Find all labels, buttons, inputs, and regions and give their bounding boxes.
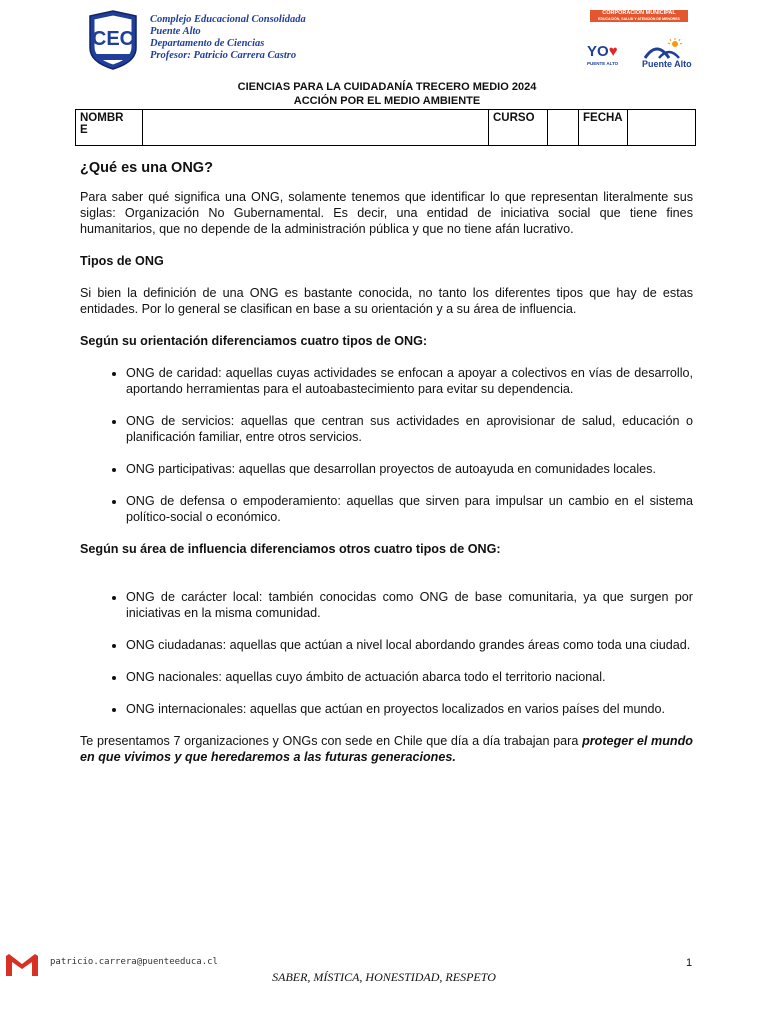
title-line-1: CIENCIAS PARA LA CUIDADANÍA TRECERO MEDIO 2024: [237, 81, 537, 93]
influence-list: [80, 589, 693, 717]
orientation-heading: Según su orientación diferenciamos cuatro tipos de ONG:: [80, 334, 428, 348]
corporation-label: CORPORACIÓN MUNICIPAL: [602, 10, 676, 16]
closing-paragraph: [80, 733, 693, 765]
orientation-list: [80, 365, 693, 525]
yo-sub: PUENTE ALTO: [587, 61, 619, 66]
school-city: Puente Alto: [150, 26, 201, 37]
student-info-table: [75, 109, 696, 146]
school-name: Complejo Educacional Consolidada: [150, 14, 306, 25]
heart-icon: ♥: [608, 43, 618, 60]
contact-email[interactable]: patricio.carrera@puenteeduca.cl: [50, 957, 218, 967]
name-label-part-1: NOMBR: [80, 112, 124, 124]
document-title: [82, 80, 692, 108]
puente-alto-text: Puente Alto: [642, 59, 692, 69]
types-heading: Tipos de ONG: [80, 254, 164, 268]
yo-text: YO: [587, 43, 609, 60]
corporation-banner: [590, 10, 688, 22]
intro-paragraph: Para saber qué significa una ONG, solamente tenemos que identificar lo que representan literalmente sus siglas: Organización No Gubernamental. Es decir, una entidad de iniciativa social que tiene fines humanitarios, que no depende de la administración pública y que no tiene afán lucrativo.: [80, 190, 693, 236]
course-field[interactable]: [548, 110, 579, 146]
school-info: [150, 14, 306, 62]
list-item: • ONG participativas: aquellas que desarrollan proyectos de autoayuda en comunidades locales.: [126, 461, 693, 477]
name-field[interactable]: [143, 110, 489, 146]
list-item: • ONG nacionales: aquellas cuyo ámbito de actuación abarca todo el territorio nacional.: [126, 669, 693, 685]
course-label: CURSO: [489, 110, 548, 146]
department: Departamento de Ciencias: [150, 38, 265, 49]
influence-heading: Según su área de influencia diferenciamos otros cuatro tipos de ONG:: [80, 542, 501, 556]
closing-emphasis: proteger el mundo en que vivimos y que heredaremos a las futuras generaciones.: [80, 734, 693, 764]
list-item: • ONG de servicios: aquellas que centran sus actividades en aprovisionar de salud, educación o planificación familiar, entre otros servicios.: [126, 413, 693, 445]
list-item: • ONG de carácter local: también conocidas como ONG de base comunitaria, ya que surgen por iniciativas en la misma comunidad.: [126, 589, 693, 621]
footer-motto: SABER, MÍSTICA, HONESTIDAD, RESPETO: [272, 970, 496, 984]
logo-text: CEC: [91, 28, 135, 50]
name-label-part-2: E: [80, 124, 88, 136]
teacher: Profesor: Patricio Carrera Castro: [150, 50, 297, 61]
closing-text: Te presentamos 7 organizaciones y ONGs con sede en Chile que día a día trabajan para: [80, 734, 583, 748]
puente-alto-logo: [637, 38, 692, 72]
date-label: FECHA: [579, 110, 628, 146]
list-item: • ONG de caridad: aquellas cuyas actividades se enfocan a apoyar a colectivos en vías de desarrollo, aportando herramientas para el autoabastecimiento para evitar su dependencia.: [126, 365, 693, 397]
corporation-sub: EDUCACIÓN, SALUD Y ATENCIÓN DE MENORES: [598, 17, 680, 21]
document-body: [80, 160, 693, 781]
section-heading: ¿Qué es una ONG?: [80, 160, 213, 176]
title-line-2: ACCIÓN POR EL MEDIO AMBIENTE: [293, 95, 481, 107]
list-item: • ONG ciudadanas: aquellas que actúan a nivel local abordando grandes áreas como toda una ciudad.: [126, 637, 693, 653]
list-item: • ONG internacionales: aquellas que actúan en proyectos localizados en varios países del mundo.: [126, 701, 693, 717]
spacer: [80, 573, 693, 589]
page-number: 1: [686, 957, 693, 969]
bridge-icon: [637, 38, 692, 60]
types-paragraph: Si bien la definición de una ONG es bastante conocida, no tanto los diferentes tipos que hay de estas entidades. Por lo general se clasifican en base a su orientación y a su área de influencia.: [80, 286, 693, 316]
school-logo-icon: [84, 10, 142, 70]
yo-puente-alto-logo: [587, 43, 629, 71]
date-field[interactable]: [628, 110, 696, 146]
name-label-cell: [76, 110, 143, 146]
page-header: [82, 8, 692, 78]
list-item: • ONG de defensa o empoderamiento: aquellas que sirven para impulsar un cambio en el sistema político-social o económico.: [126, 493, 693, 525]
